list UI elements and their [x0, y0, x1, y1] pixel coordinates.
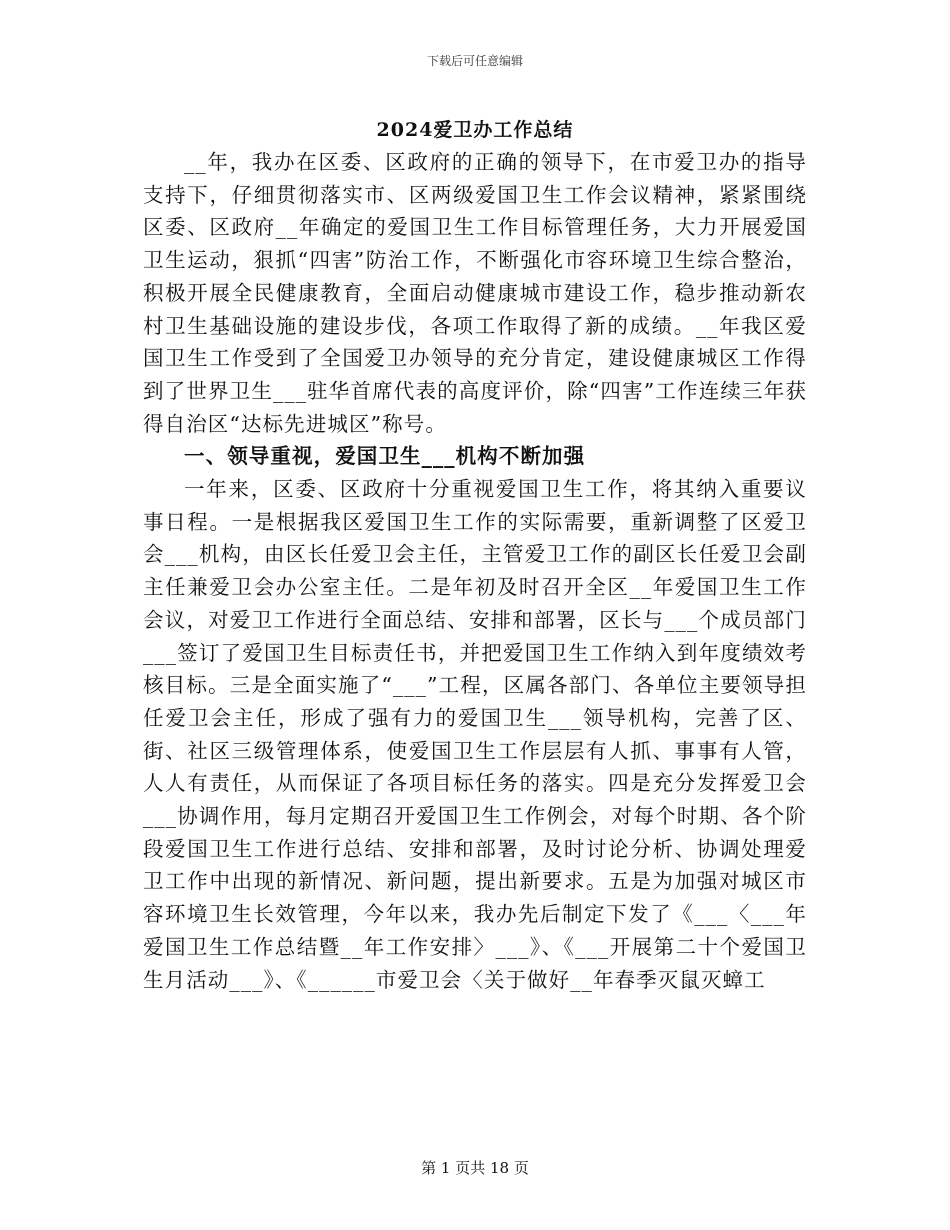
document-title: 2024爱卫办工作总结	[376, 119, 574, 141]
document-body	[143, 146, 807, 996]
paragraph-intro: __年，我办在区委、区政府的正确的领导下，在市爱卫办的指导支持下，仔细贯彻落实市、区两级爱国卫生工作会议精神，紧紧围绕区委、区政府__年确定的爱国卫生工作目标管理任务，大力开展爱国卫生运动，狠抓“四害”防治工作，不断强化市容环境卫生综合整治，积极开展全民健康教育，全面启动健康城市建设工作，稳步推动新农村卫生基础设施的建设步伐，各项工作取得了新的成绩。__年我区爱国卫生工作受到了全国爱卫办领导的充分肯定，建设健康城区工作得到了世界卫生___驻华首席代表的高度评价，除“四害”工作连续三年获得自治区“达标先进城区”称号。	[143, 150, 807, 436]
section-heading: 一、领导重视，爱国卫生___机构不断加强	[184, 444, 586, 469]
paragraph-section-1: 一年来，区委、区政府十分重视爱国卫生工作，将其纳入重要议事日程。一是根据我区爱国卫生工作的实际需要，重新调整了区爱卫会___机构，由区长任爱卫会主任，主管爱卫工作的副区长任爱卫会副主任兼爱卫会办公室主任。二是年初及时召开全区__年爱国卫生工作会议，对爱卫工作进行全面总结、安排和部署，区长与___个成员部门___签订了爱国卫生目标责任书，并把爱国卫生工作纳入到年度绩效考核目标。三是全面实施了“___”工程，区属各部门、各单位主要领导担任爱卫会主任，形成了强有力的爱国卫生___领导机构，完善了区、街、社区三级管理体系，使爱国卫生工作层层有人抓、事事有人管，人人有责任，从而保证了各项目标任务的落实。四是充分发挥爱卫会___协调作用，每月定期召开爱国卫生工作例会，对每个时期、各个阶段爱国卫生工作进行总结、安排和部署，及时讨论分析、协调处理爱卫工作中出现的新情况、新问题，提出新要求。五是为加强对城区市容环境卫生长效管理，今年以来，我办先后制定下发了《___〈___年爱国卫生工作总结暨__年工作安排〉___》、《___开展第二十个爱国卫生月活动___》、《______市爱卫会〈关于做好__年春季灭鼠灭蟑工	[143, 477, 807, 992]
page-number: 第 1 页共 18 页	[421, 1159, 529, 1177]
header-note: 下载后可任意编辑	[426, 54, 523, 68]
